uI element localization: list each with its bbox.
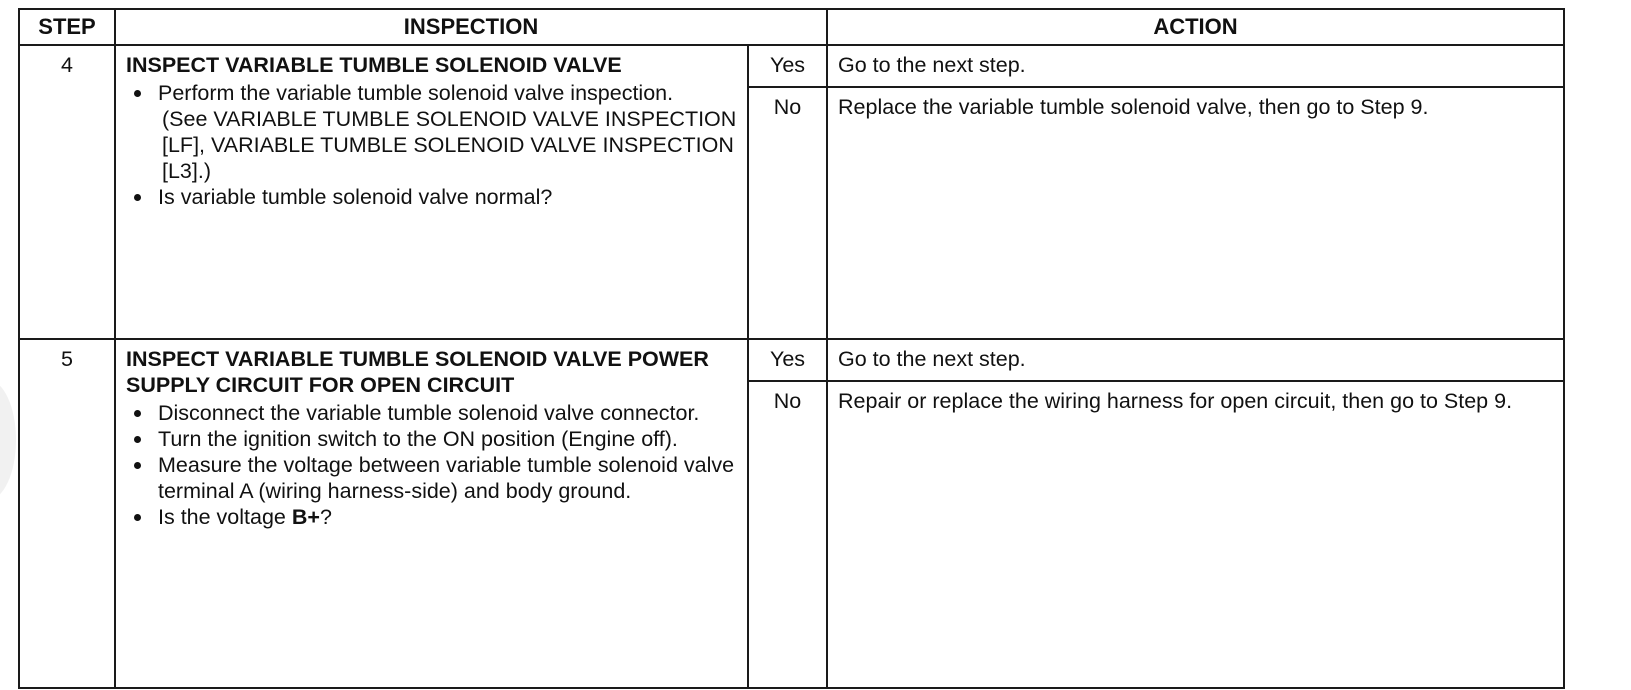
yes-label: Yes <box>748 339 827 381</box>
no-action: Replace the variable tumble solenoid valve, then go to Step 9. <box>827 87 1564 339</box>
step-5-yes-row <box>19 339 1564 381</box>
bullet-text: Disconnect the variable tumble solenoid valve connector. <box>158 401 700 425</box>
step-number: 5 <box>19 339 115 688</box>
step-5-inspection <box>115 339 748 688</box>
bullet-item <box>126 400 737 426</box>
yes-action: Go to the next step. <box>827 339 1564 381</box>
bullet-text: Is the voltage <box>158 505 286 529</box>
bullet-item <box>126 452 737 504</box>
bullet-item <box>126 426 737 452</box>
voltage-value: B+ <box>291 505 320 529</box>
header-step: STEP <box>19 9 115 45</box>
yes-action: Go to the next step. <box>827 45 1564 87</box>
inspection-bullets <box>126 80 737 210</box>
yes-label: Yes <box>748 45 827 87</box>
bullet-item <box>126 184 737 210</box>
header-action: ACTION <box>827 9 1564 45</box>
step-4-inspection <box>115 45 748 339</box>
step-title: INSPECT VARIABLE TUMBLE SOLENOID VALVE POWER SUPPLY CIRCUIT FOR OPEN CIRCUIT <box>126 347 709 397</box>
reference-link[interactable]: (See VARIABLE TUMBLE SOLENOID VALVE INSPECTION [LF], VARIABLE TUMBLE SOLENOID VALVE INSPECTION [L3].) <box>162 107 737 183</box>
bullet-suffix: ? <box>319 505 332 529</box>
step-number: 4 <box>19 45 115 339</box>
inspection-bullets <box>126 400 737 530</box>
bullet-item <box>126 80 737 184</box>
step-title: INSPECT VARIABLE TUMBLE SOLENOID VALVE <box>126 53 622 77</box>
scan-artifact <box>0 380 16 500</box>
step-4-yes-row <box>19 45 1564 87</box>
no-label: No <box>748 87 827 339</box>
bullet-text: Is variable tumble solenoid valve normal? <box>158 185 553 209</box>
bullet-text: Perform the variable tumble solenoid valve inspection. <box>158 81 674 105</box>
table-header-row <box>19 9 1564 45</box>
bullet-text: Turn the ignition switch to the ON position (Engine off). <box>158 427 678 451</box>
no-action: Repair or replace the wiring harness for open circuit, then go to Step 9. <box>827 381 1564 688</box>
no-label: No <box>748 381 827 688</box>
bullet-item <box>126 504 737 530</box>
bullet-text: Measure the voltage between variable tumble solenoid valve terminal A (wiring harness-side) and body ground. <box>158 453 735 503</box>
header-inspection: INSPECTION <box>115 9 827 45</box>
troubleshooting-table <box>18 8 1565 689</box>
